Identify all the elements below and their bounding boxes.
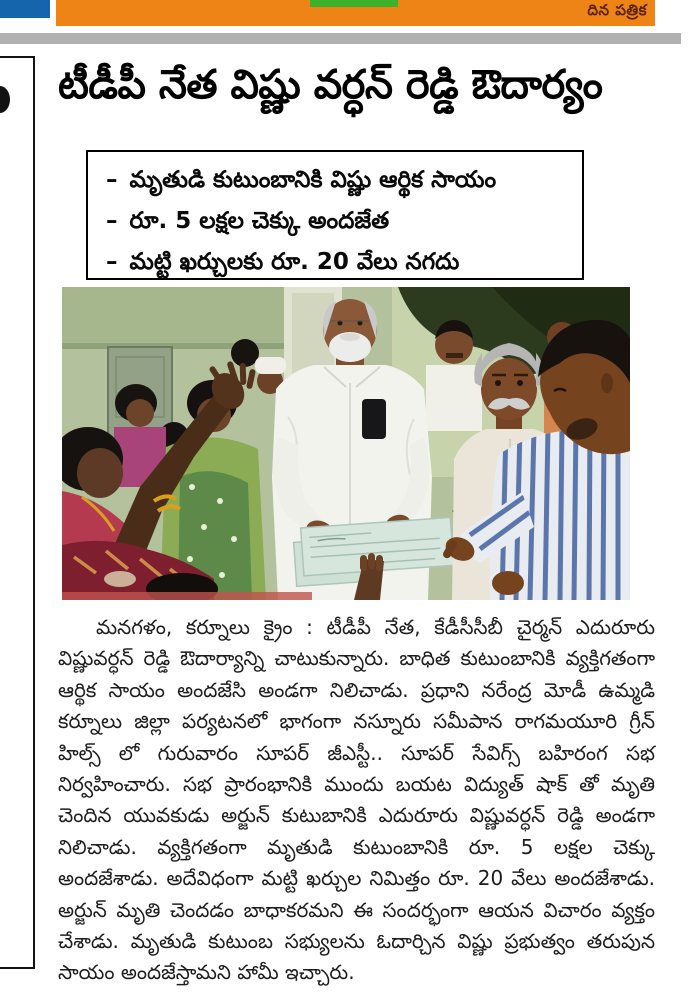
highlight-text: మట్టి ఖర్చులకు రూ. 20 వేలు నగదు	[129, 249, 460, 275]
newspaper-brand: దిన పత్రిక	[587, 1, 647, 19]
article-body: మనగళం, కర్నూలు క్రైం : టీడీపీ నేత, కేడీసీసీబీ చైర్మన్ ఎదురూరు విష్ణువర్ధన్ రెడ్డి ఔదార్యాన్ని చాటుకున్నారు. బాధిత కుటుంబానికి వ్యక్తిగతంగా ఆర్థిక సాయం అందజేసి అండగా నిలిచాడు. ప్రధాని నరేంద్ర మోడీ ఉమ్మడి కర్నూలు జిల్లా పర్యటనలో భాగంగా నస్నూరు సమీపాన రాగమయూరి గ్రీన్ హిల్స్ లో గురువారం సూపర్ జీఎస్టీ.. సూపర్ సేవిగ్స్ బహిరంగ సభ నిర్వహించారు. సభ ప్రారంభానికి ముందు బయట విద్యుత్ షాక్ తో మృతి చెందిన యువకుడు అర్జున్ కుటుబానికి ఎదురూరు విష్ణువర్ధన్ రెడ్డి అండగా నిలిచాడు. వ్యక్తిగతంగా మృతుడి కుటుంబానికి రూ. 5 లక్షల చెక్కు అందజేశాడు. అదేవిధంగా మట్టి ఖర్చుల నిమిత్తం రూ. 20 వేలు అందజేశాడు. అర్జున్ మృతి చెందడం బాధాకరమని ఈ సందర్భంగా ఆయన విచారం వ్యక్తం చేశాడు. మృతుడి కుటుంబ సభ్యులను ఓదార్చిన విష్ణు ప్రభుత్వం తరుపున సాయం అందజేస్తామని హామీ ఇచ్చారు.	[58, 615, 655, 985]
news-photo-illustration	[62, 287, 630, 600]
highlight-item	[106, 242, 572, 283]
section-divider-bar	[0, 33, 681, 44]
adjacent-column-rule	[0, 56, 35, 969]
masthead-green-block	[310, 0, 398, 7]
bullet-dash: –	[106, 208, 118, 234]
bullet-dash: –	[106, 249, 118, 275]
masthead-blue-block	[0, 0, 50, 18]
highlight-text: రూ. 5 లక్షల చెక్కు అందజేత	[129, 208, 390, 234]
article-headline: టీడీపీ నేత విష్ణు వర్ధన్ రెడ్డి ఔదార్యం	[58, 62, 603, 108]
news-photo	[62, 287, 630, 600]
highlight-item	[106, 160, 572, 201]
highlight-text: మృతుడి కుటుంబానికి విష్ణు ఆర్థిక సాయం	[129, 167, 497, 193]
bullet-dash: –	[106, 167, 118, 193]
highlight-item	[106, 201, 572, 242]
masthead-orange-bar	[56, 0, 655, 26]
highlights-box	[86, 150, 584, 280]
